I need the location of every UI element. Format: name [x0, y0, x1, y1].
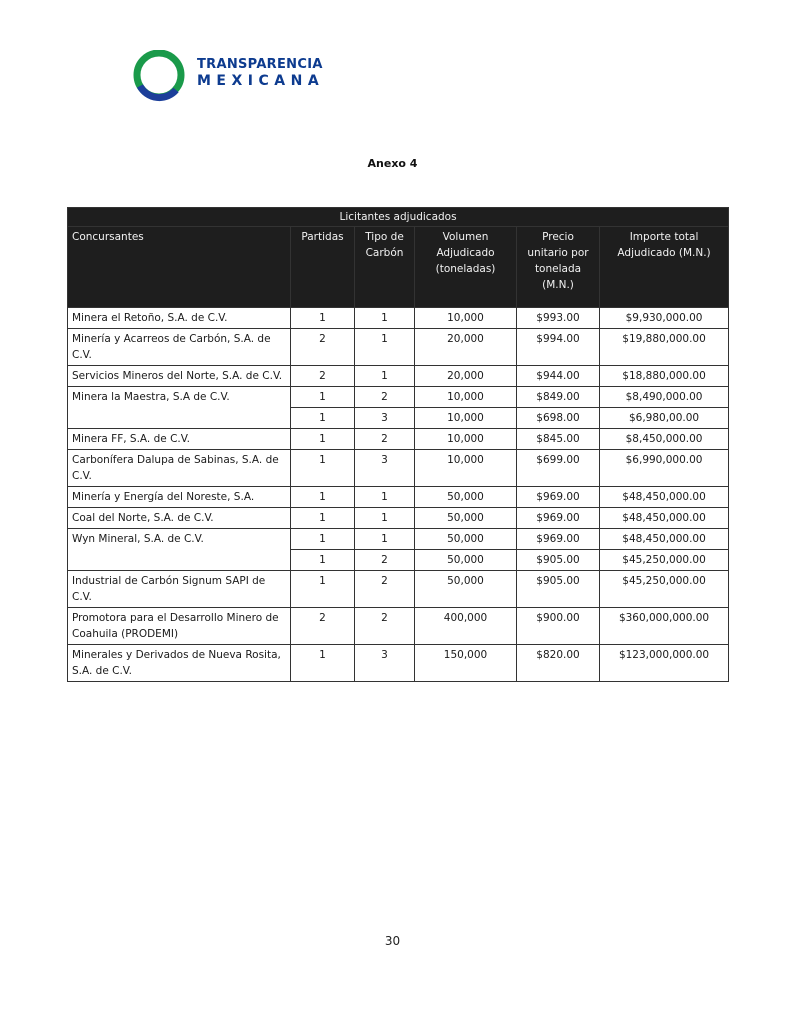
- total-amount-cell: $123,000,000.00: [600, 645, 729, 682]
- table-group-header: Licitantes adjudicados: [68, 208, 729, 227]
- total-amount-cell: $19,880,000.00: [600, 329, 729, 366]
- coal-type-cell: 2: [355, 608, 415, 645]
- coal-type-cell: 1: [355, 366, 415, 387]
- volume-cell: 10,000: [415, 450, 517, 487]
- table-body: [68, 308, 729, 682]
- coal-type-cell: 1: [355, 487, 415, 508]
- coal-type-cell: 2: [355, 387, 415, 408]
- column-header-total-amount: Importe total Adjudicado (M.N.): [600, 227, 729, 308]
- lots-cell: 1: [291, 550, 355, 571]
- coal-type-cell: 2: [355, 571, 415, 608]
- table-row: [68, 329, 729, 366]
- table-row: [68, 571, 729, 608]
- unit-price-cell: $969.00: [517, 487, 600, 508]
- total-amount-cell: $360,000,000.00: [600, 608, 729, 645]
- lots-cell: 1: [291, 308, 355, 329]
- unit-price-cell: $944.00: [517, 366, 600, 387]
- lots-cell: 1: [291, 429, 355, 450]
- company-cell: Minerales y Derivados de Nueva Rosita, S.A. de C.V.: [68, 645, 291, 682]
- volume-cell: 400,000: [415, 608, 517, 645]
- coal-type-cell: 3: [355, 408, 415, 429]
- unit-price-cell: $900.00: [517, 608, 600, 645]
- lots-cell: 1: [291, 529, 355, 550]
- column-header-unit-price: Precio unitario por tonelada (M.N.): [517, 227, 600, 308]
- volume-cell: 20,000: [415, 366, 517, 387]
- table-row: [68, 529, 729, 550]
- column-header-lots: Partidas: [291, 227, 355, 308]
- lots-cell: 1: [291, 450, 355, 487]
- volume-cell: 150,000: [415, 645, 517, 682]
- volume-cell: 50,000: [415, 508, 517, 529]
- company-cell: Minería y Energía del Noreste, S.A.: [68, 487, 291, 508]
- unit-price-cell: $905.00: [517, 550, 600, 571]
- company-cell: Coal del Norte, S.A. de C.V.: [68, 508, 291, 529]
- table-row: [68, 366, 729, 387]
- unit-price-cell: $905.00: [517, 571, 600, 608]
- coal-type-cell: 2: [355, 429, 415, 450]
- unit-price-cell: $699.00: [517, 450, 600, 487]
- lots-cell: 1: [291, 645, 355, 682]
- table-row: [68, 608, 729, 645]
- lots-cell: 1: [291, 387, 355, 408]
- table-row: [68, 487, 729, 508]
- lots-cell: 2: [291, 329, 355, 366]
- company-cell: Promotora para el Desarrollo Minero de Coahuila (PRODEMI): [68, 608, 291, 645]
- unit-price-cell: $820.00: [517, 645, 600, 682]
- unit-price-cell: $969.00: [517, 508, 600, 529]
- lots-cell: 2: [291, 366, 355, 387]
- volume-cell: 10,000: [415, 387, 517, 408]
- total-amount-cell: $48,450,000.00: [600, 508, 729, 529]
- volume-cell: 50,000: [415, 529, 517, 550]
- table-row: [68, 645, 729, 682]
- total-amount-cell: $8,490,000.00: [600, 387, 729, 408]
- coal-type-cell: 1: [355, 329, 415, 366]
- table-row: [68, 508, 729, 529]
- coal-type-cell: 1: [355, 308, 415, 329]
- total-amount-cell: $45,250,000.00: [600, 571, 729, 608]
- coal-type-cell: 3: [355, 450, 415, 487]
- company-cell: Servicios Mineros del Norte, S.A. de C.V.: [68, 366, 291, 387]
- page-number: 30: [384, 934, 401, 948]
- table-row: [68, 450, 729, 487]
- column-header-volume: Volumen Adjudicado (toneladas): [415, 227, 517, 308]
- company-cell: Minera el Retoño, S.A. de C.V.: [68, 308, 291, 329]
- unit-price-cell: $849.00: [517, 387, 600, 408]
- unit-price-cell: $969.00: [517, 529, 600, 550]
- coal-type-cell: 2: [355, 550, 415, 571]
- lots-cell: 1: [291, 487, 355, 508]
- lots-cell: 1: [291, 571, 355, 608]
- awarded-bidders-table: [67, 207, 729, 682]
- volume-cell: 20,000: [415, 329, 517, 366]
- total-amount-cell: $8,450,000.00: [600, 429, 729, 450]
- logo-text-line2: MEXICANA: [197, 73, 325, 89]
- column-header-bidders: Concursantes: [68, 227, 291, 308]
- logo-text-line1: TRANSPARENCIA: [197, 57, 323, 72]
- organization-logo: [132, 50, 325, 100]
- company-cell: Minera FF, S.A. de C.V.: [68, 429, 291, 450]
- column-header-coal-type: Tipo de Carbón: [355, 227, 415, 308]
- company-cell: Wyn Mineral, S.A. de C.V.: [68, 529, 291, 571]
- volume-cell: 50,000: [415, 571, 517, 608]
- ring-logo-icon: [132, 50, 190, 102]
- total-amount-cell: $6,990,000.00: [600, 450, 729, 487]
- total-amount-cell: $18,880,000.00: [600, 366, 729, 387]
- volume-cell: 10,000: [415, 308, 517, 329]
- total-amount-cell: $45,250,000.00: [600, 550, 729, 571]
- company-cell: Minería y Acarreos de Carbón, S.A. de C.V.: [68, 329, 291, 366]
- total-amount-cell: $6,980,00.00: [600, 408, 729, 429]
- unit-price-cell: $845.00: [517, 429, 600, 450]
- coal-type-cell: 3: [355, 645, 415, 682]
- lots-cell: 2: [291, 608, 355, 645]
- company-cell: Industrial de Carbón Signum SAPI de C.V.: [68, 571, 291, 608]
- table-row: [68, 429, 729, 450]
- volume-cell: 50,000: [415, 487, 517, 508]
- unit-price-cell: $993.00: [517, 308, 600, 329]
- table-row: [68, 308, 729, 329]
- total-amount-cell: $9,930,000.00: [600, 308, 729, 329]
- volume-cell: 50,000: [415, 550, 517, 571]
- coal-type-cell: 1: [355, 529, 415, 550]
- volume-cell: 10,000: [415, 408, 517, 429]
- lots-cell: 1: [291, 408, 355, 429]
- unit-price-cell: $994.00: [517, 329, 600, 366]
- table-row: [68, 387, 729, 408]
- unit-price-cell: $698.00: [517, 408, 600, 429]
- lots-cell: 1: [291, 508, 355, 529]
- company-cell: Minera la Maestra, S.A de C.V.: [68, 387, 291, 429]
- volume-cell: 10,000: [415, 429, 517, 450]
- total-amount-cell: $48,450,000.00: [600, 487, 729, 508]
- company-cell: Carbonífera Dalupa de Sabinas, S.A. de C.V.: [68, 450, 291, 487]
- coal-type-cell: 1: [355, 508, 415, 529]
- annex-title: Anexo 4: [367, 157, 418, 170]
- total-amount-cell: $48,450,000.00: [600, 529, 729, 550]
